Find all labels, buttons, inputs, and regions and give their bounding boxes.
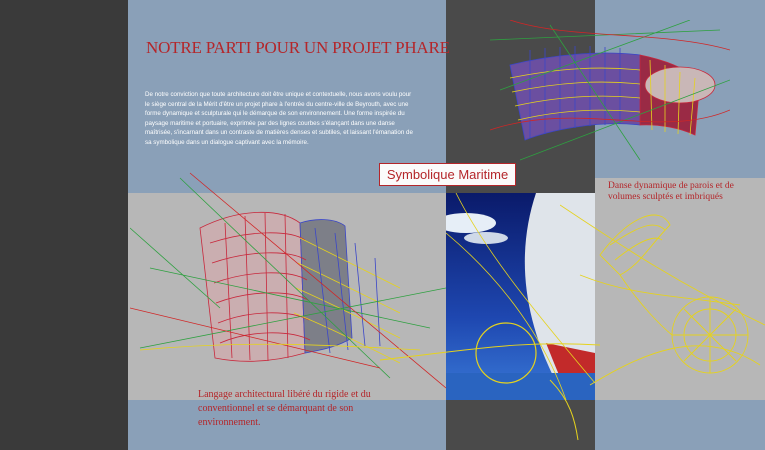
caption-langage: Langage architectural libéré du rigide et du conventionnel et se démarquant de son environnement. (198, 389, 371, 428)
symbolique-label: Symbolique Maritime (379, 163, 516, 186)
page-title: NOTRE PARTI POUR UN PROJET PHARE (146, 38, 450, 57)
caption-danse: Danse dynamique de parois et de volumes sculptés et imbriqués (608, 181, 734, 202)
intro-paragraph: De notre conviction que toute architecture doit être unique et contextuelle, nous avons voulu pour le siège central de la Mérit d'être un projet phare à l'entrée du centre-ville de Beyrouth, avec une forme dynamique et sculpturale qui le démarque de son environnement. Une forme inspirée du paysage maritime et portuaire, exprimée par des lignes courbes s'élançant dans une danse maîtrisée, s'incarnant dans un contraste de matières denses et subtiles, et laissant l'émanation de sa symbolique dans un dialogue captivant avec la mémoire. (145, 91, 413, 146)
